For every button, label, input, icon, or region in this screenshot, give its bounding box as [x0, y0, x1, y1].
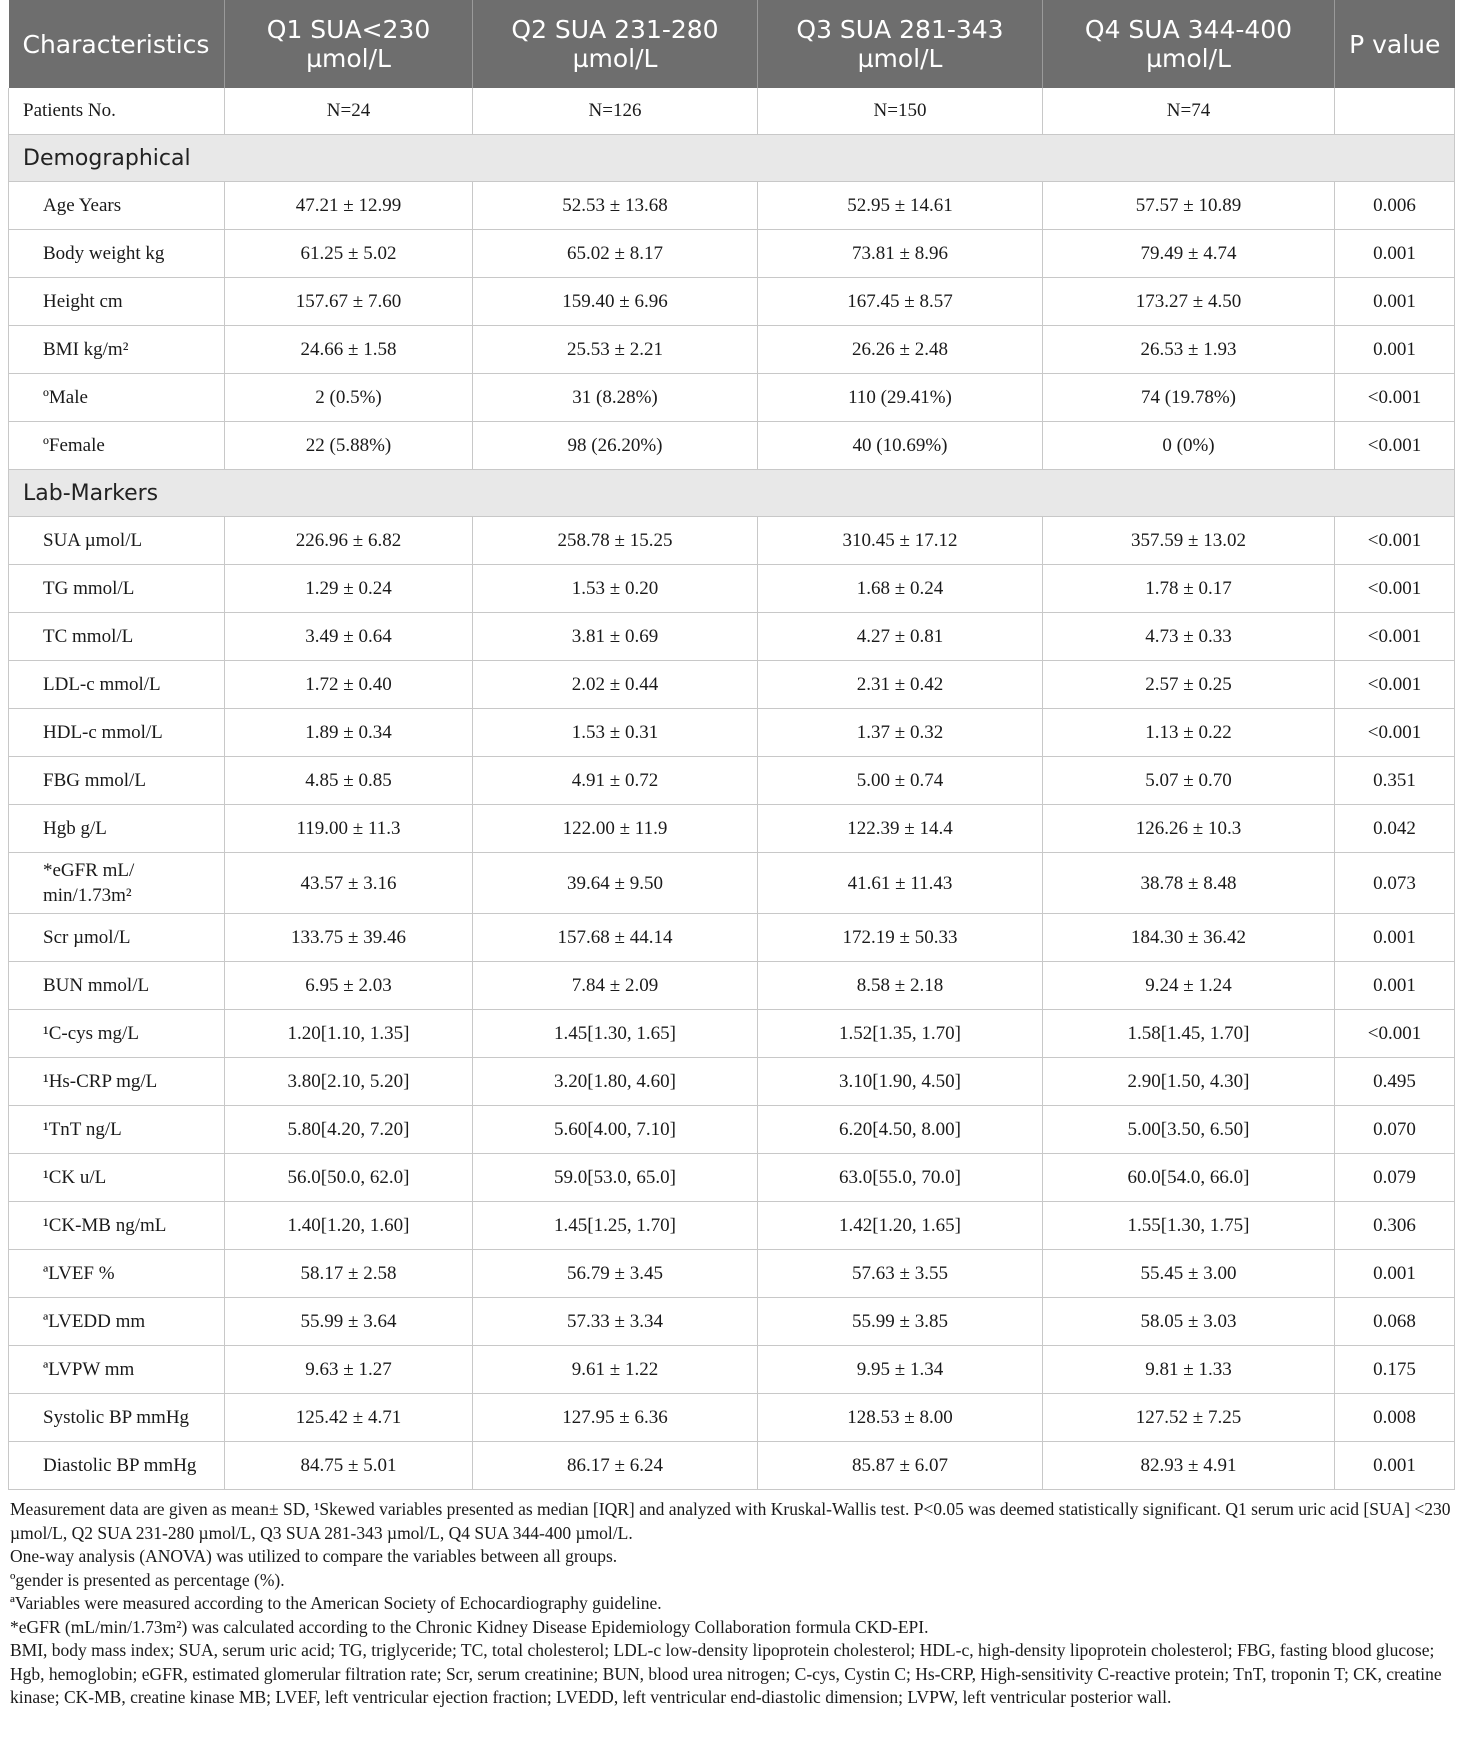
row-label: ºFemale	[9, 422, 225, 470]
cell-p-value: 0.175	[1335, 1346, 1455, 1394]
table-row	[9, 182, 1455, 230]
cell-q4: 60.0[54.0, 66.0]	[1043, 1154, 1335, 1202]
table-row	[9, 278, 1455, 326]
cell-q2: 258.78 ± 15.25	[473, 517, 758, 565]
cell-p-value: <0.001	[1335, 1010, 1455, 1058]
cell-q3: 167.45 ± 8.57	[758, 278, 1043, 326]
table-row	[9, 517, 1455, 565]
cell-q1: N=24	[225, 88, 473, 135]
cell-q1: 84.75 ± 5.01	[225, 1442, 473, 1490]
cell-p-value: <0.001	[1335, 661, 1455, 709]
cell-q3: N=150	[758, 88, 1043, 135]
cell-q3: 8.58 ± 2.18	[758, 962, 1043, 1010]
row-label: Diastolic BP mmHg	[9, 1442, 225, 1490]
cell-p-value: 0.001	[1335, 1442, 1455, 1490]
cell-p-value: 0.001	[1335, 1250, 1455, 1298]
row-label: Scr µmol/L	[9, 914, 225, 962]
cell-p-value: 0.001	[1335, 962, 1455, 1010]
cell-q4: 357.59 ± 13.02	[1043, 517, 1335, 565]
cell-q2: 31 (8.28%)	[473, 374, 758, 422]
section-row-lab-markers	[9, 470, 1455, 517]
cell-q3: 2.31 ± 0.42	[758, 661, 1043, 709]
cell-q1: 157.67 ± 7.60	[225, 278, 473, 326]
cell-p-value: 0.001	[1335, 326, 1455, 374]
cell-q1: 125.42 ± 4.71	[225, 1394, 473, 1442]
cell-q3: 1.52[1.35, 1.70]	[758, 1010, 1043, 1058]
row-label: FBG mmol/L	[9, 757, 225, 805]
table-container	[8, 0, 1454, 1710]
table-row	[9, 422, 1455, 470]
cell-q2: 39.64 ± 9.50	[473, 853, 758, 914]
cell-q3: 26.26 ± 2.48	[758, 326, 1043, 374]
cell-q3: 1.42[1.20, 1.65]	[758, 1202, 1043, 1250]
table-row	[9, 613, 1455, 661]
cell-q4: 0 (0%)	[1043, 422, 1335, 470]
table-row	[9, 1202, 1455, 1250]
cell-p-value: <0.001	[1335, 422, 1455, 470]
cell-q3: 4.27 ± 0.81	[758, 613, 1043, 661]
cell-q1: 43.57 ± 3.16	[225, 853, 473, 914]
cell-q2: 1.53 ± 0.20	[473, 565, 758, 613]
table-row	[9, 914, 1455, 962]
row-label: Age Years	[9, 182, 225, 230]
cell-p-value: 0.042	[1335, 805, 1455, 853]
cell-q2: 5.60[4.00, 7.10]	[473, 1106, 758, 1154]
cell-q3: 5.00 ± 0.74	[758, 757, 1043, 805]
cell-q2: 3.81 ± 0.69	[473, 613, 758, 661]
cell-q4: 74 (19.78%)	[1043, 374, 1335, 422]
table-row	[9, 1250, 1455, 1298]
cell-q4: 1.13 ± 0.22	[1043, 709, 1335, 757]
cell-q3: 110 (29.41%)	[758, 374, 1043, 422]
footnote: ºgender is presented as percentage (%).	[10, 1569, 285, 1590]
cell-q4: 5.07 ± 0.70	[1043, 757, 1335, 805]
cell-p-value: 0.068	[1335, 1298, 1455, 1346]
row-label: Hgb g/L	[9, 805, 225, 853]
cell-q3: 172.19 ± 50.33	[758, 914, 1043, 962]
cell-q2: N=126	[473, 88, 758, 135]
cell-q3: 3.10[1.90, 4.50]	[758, 1058, 1043, 1106]
cell-q4: 4.73 ± 0.33	[1043, 613, 1335, 661]
footnote: *eGFR (mL/min/1.73m²) was calculated according to the Chronic Kidney Disease Epidemiology Collaboration formula CKD-EPI.	[10, 1616, 929, 1637]
cell-q1: 24.66 ± 1.58	[225, 326, 473, 374]
cell-q2: 157.68 ± 44.14	[473, 914, 758, 962]
row-label: ¹Hs-CRP mg/L	[9, 1058, 225, 1106]
table-body	[9, 88, 1455, 1490]
cell-q2: 56.79 ± 3.45	[473, 1250, 758, 1298]
cell-q4: 26.53 ± 1.93	[1043, 326, 1335, 374]
table-row	[9, 1106, 1455, 1154]
cell-q3: 73.81 ± 8.96	[758, 230, 1043, 278]
cell-q3: 57.63 ± 3.55	[758, 1250, 1043, 1298]
cell-q3: 122.39 ± 14.4	[758, 805, 1043, 853]
cell-q4: 127.52 ± 7.25	[1043, 1394, 1335, 1442]
cell-q4: 2.90[1.50, 4.30]	[1043, 1058, 1335, 1106]
row-label: ªLVPW mm	[9, 1346, 225, 1394]
section-row-demographical	[9, 135, 1455, 182]
cell-q3: 310.45 ± 17.12	[758, 517, 1043, 565]
table-row	[9, 1154, 1455, 1202]
cell-p-value: 0.070	[1335, 1106, 1455, 1154]
cell-q2: 1.53 ± 0.31	[473, 709, 758, 757]
row-label: Systolic BP mmHg	[9, 1394, 225, 1442]
table-row	[9, 230, 1455, 278]
cell-q4: 57.57 ± 10.89	[1043, 182, 1335, 230]
cell-q1: 1.89 ± 0.34	[225, 709, 473, 757]
cell-q1: 56.0[50.0, 62.0]	[225, 1154, 473, 1202]
cell-q3: 85.87 ± 6.07	[758, 1442, 1043, 1490]
cell-q4: 9.24 ± 1.24	[1043, 962, 1335, 1010]
table-row	[9, 962, 1455, 1010]
footnote: Measurement data are given as mean± SD, ¹Skewed variables presented as median [IQR] and analyzed with Kruskal-Wallis test. P<0.05 was deemed statistically significant. Q1 serum uric acid [SUA] <230 µmol/L, Q2 SUA 231-280 µmol/L, Q3 SUA 281-343 µmol/L, Q4 SUA 344-400 µmol/L.	[10, 1499, 1451, 1543]
footnote: BMI, body mass index; SUA, serum uric acid; TG, triglyceride; TC, total cholesterol; LDL-c low-density lipoprotein cholesterol; HDL-c, high-density lipoprotein cholesterol; FBG, fasting blood glucose; Hgb, hemoglobin; eGFR, estimated glomerular filtration rate; Scr, serum creatinine; BUN, blood urea nitrogen; C-cys, Cystin C; Hs-CRP, High-sensitivity C-reactive protein; TnT, troponin T; CK, creatine kinase; CK-MB, creatine kinase MB; LVEF, left ventricular ejection fraction; LVEDD, left ventricular end-diastolic dimension; LVPW, left ventricular posterior wall.	[10, 1640, 1442, 1707]
cell-q1: 58.17 ± 2.58	[225, 1250, 473, 1298]
row-label: ªLVEDD mm	[9, 1298, 225, 1346]
cell-q2: 25.53 ± 2.21	[473, 326, 758, 374]
table-row	[9, 374, 1455, 422]
cell-q1: 226.96 ± 6.82	[225, 517, 473, 565]
cell-q1: 1.72 ± 0.40	[225, 661, 473, 709]
cell-p-value: 0.001	[1335, 230, 1455, 278]
header-p-value: P value	[1335, 0, 1455, 88]
row-label: ¹CK u/L	[9, 1154, 225, 1202]
cell-q1: 9.63 ± 1.27	[225, 1346, 473, 1394]
cell-p-value: 0.079	[1335, 1154, 1455, 1202]
cell-q4: 2.57 ± 0.25	[1043, 661, 1335, 709]
table-row	[9, 853, 1455, 914]
table-row	[9, 1346, 1455, 1394]
row-label: ¹TnT ng/L	[9, 1106, 225, 1154]
cell-q2: 3.20[1.80, 4.60]	[473, 1058, 758, 1106]
row-label: TG mmol/L	[9, 565, 225, 613]
header-q2: Q2 SUA 231-280 µmol/L	[473, 0, 758, 88]
row-label: ¹C-cys mg/L	[9, 1010, 225, 1058]
cell-p-value: <0.001	[1335, 709, 1455, 757]
cell-q1: 1.40[1.20, 1.60]	[225, 1202, 473, 1250]
cell-q2: 127.95 ± 6.36	[473, 1394, 758, 1442]
cell-q3: 41.61 ± 11.43	[758, 853, 1043, 914]
footnote: One-way analysis (ANOVA) was utilized to compare the variables between all groups.	[10, 1546, 618, 1566]
cell-q1: 133.75 ± 39.46	[225, 914, 473, 962]
cell-q1: 2 (0.5%)	[225, 374, 473, 422]
table-footnotes	[8, 1498, 1454, 1710]
cell-q1: 4.85 ± 0.85	[225, 757, 473, 805]
row-label: HDL-c mmol/L	[9, 709, 225, 757]
cell-q4: 1.55[1.30, 1.75]	[1043, 1202, 1335, 1250]
cell-q3: 1.37 ± 0.32	[758, 709, 1043, 757]
table-row	[9, 1394, 1455, 1442]
table-row	[9, 1010, 1455, 1058]
table-row	[9, 565, 1455, 613]
cell-q4: 5.00[3.50, 6.50]	[1043, 1106, 1335, 1154]
cell-q2: 122.00 ± 11.9	[473, 805, 758, 853]
cell-p-value: 0.001	[1335, 914, 1455, 962]
table-row	[9, 1298, 1455, 1346]
cell-q1: 1.29 ± 0.24	[225, 565, 473, 613]
cell-q3: 52.95 ± 14.61	[758, 182, 1043, 230]
cell-q4: 126.26 ± 10.3	[1043, 805, 1335, 853]
cell-q4: 79.49 ± 4.74	[1043, 230, 1335, 278]
cell-p-value: <0.001	[1335, 565, 1455, 613]
cell-p-value: 0.006	[1335, 182, 1455, 230]
cell-q1: 6.95 ± 2.03	[225, 962, 473, 1010]
header-row	[9, 0, 1455, 88]
cell-q2: 7.84 ± 2.09	[473, 962, 758, 1010]
table-row	[9, 757, 1455, 805]
patients-row	[9, 88, 1455, 135]
header-characteristics: Characteristics	[9, 0, 225, 88]
section-title: Demographical	[9, 135, 1455, 182]
cell-q2: 159.40 ± 6.96	[473, 278, 758, 326]
cell-q2: 52.53 ± 13.68	[473, 182, 758, 230]
cell-q1: 22 (5.88%)	[225, 422, 473, 470]
table-row	[9, 661, 1455, 709]
cell-q2: 4.91 ± 0.72	[473, 757, 758, 805]
cell-q4: 58.05 ± 3.03	[1043, 1298, 1335, 1346]
cell-q2: 1.45[1.30, 1.65]	[473, 1010, 758, 1058]
footnote: ªVariables were measured according to the American Society of Echocardiography guideline.	[10, 1593, 662, 1613]
cell-q3: 9.95 ± 1.34	[758, 1346, 1043, 1394]
row-label: BUN mmol/L	[9, 962, 225, 1010]
cell-q3: 63.0[55.0, 70.0]	[758, 1154, 1043, 1202]
header-q4: Q4 SUA 344-400 µmol/L	[1043, 0, 1335, 88]
header-q1: Q1 SUA<230 µmol/L	[225, 0, 473, 88]
cell-q2: 1.45[1.25, 1.70]	[473, 1202, 758, 1250]
cell-p-value: 0.073	[1335, 853, 1455, 914]
row-label: ªLVEF %	[9, 1250, 225, 1298]
cell-q4: N=74	[1043, 88, 1335, 135]
table-row	[9, 709, 1455, 757]
cell-q3: 1.68 ± 0.24	[758, 565, 1043, 613]
cell-p-value: <0.001	[1335, 517, 1455, 565]
cell-q4: 1.78 ± 0.17	[1043, 565, 1335, 613]
cell-p-value: 0.008	[1335, 1394, 1455, 1442]
cell-q4: 184.30 ± 36.42	[1043, 914, 1335, 962]
table-row	[9, 1058, 1455, 1106]
cell-p-value: <0.001	[1335, 374, 1455, 422]
cell-q1: 61.25 ± 5.02	[225, 230, 473, 278]
header-q3: Q3 SUA 281-343 µmol/L	[758, 0, 1043, 88]
section-title: Lab-Markers	[9, 470, 1455, 517]
row-label: LDL-c mmol/L	[9, 661, 225, 709]
row-label: *eGFR mL/ min/1.73m²	[9, 853, 225, 914]
cell-q1: 3.80[2.10, 5.20]	[225, 1058, 473, 1106]
cell-q4: 1.58[1.45, 1.70]	[1043, 1010, 1335, 1058]
cell-q1: 47.21 ± 12.99	[225, 182, 473, 230]
cell-q2: 2.02 ± 0.44	[473, 661, 758, 709]
row-label: ¹CK-MB ng/mL	[9, 1202, 225, 1250]
characteristics-table	[8, 0, 1455, 1490]
cell-q4: 55.45 ± 3.00	[1043, 1250, 1335, 1298]
cell-q1: 3.49 ± 0.64	[225, 613, 473, 661]
cell-q2: 59.0[53.0, 65.0]	[473, 1154, 758, 1202]
cell-q1: 1.20[1.10, 1.35]	[225, 1010, 473, 1058]
cell-q3: 6.20[4.50, 8.00]	[758, 1106, 1043, 1154]
table-row	[9, 1442, 1455, 1490]
cell-p-value: <0.001	[1335, 613, 1455, 661]
cell-q3: 40 (10.69%)	[758, 422, 1043, 470]
cell-p-value: 0.001	[1335, 278, 1455, 326]
cell-q2: 57.33 ± 3.34	[473, 1298, 758, 1346]
row-label: SUA µmol/L	[9, 517, 225, 565]
row-label: ºMale	[9, 374, 225, 422]
row-label: Body weight kg	[9, 230, 225, 278]
cell-q2: 9.61 ± 1.22	[473, 1346, 758, 1394]
cell-q1: 55.99 ± 3.64	[225, 1298, 473, 1346]
row-label: Patients No.	[9, 88, 225, 135]
row-label: Height cm	[9, 278, 225, 326]
cell-q4: 173.27 ± 4.50	[1043, 278, 1335, 326]
cell-q2: 98 (26.20%)	[473, 422, 758, 470]
cell-q4: 38.78 ± 8.48	[1043, 853, 1335, 914]
cell-q2: 65.02 ± 8.17	[473, 230, 758, 278]
cell-q3: 55.99 ± 3.85	[758, 1298, 1043, 1346]
row-label: TC mmol/L	[9, 613, 225, 661]
row-label: BMI kg/m²	[9, 326, 225, 374]
cell-p-value: 0.306	[1335, 1202, 1455, 1250]
cell-q2: 86.17 ± 6.24	[473, 1442, 758, 1490]
cell-q1: 5.80[4.20, 7.20]	[225, 1106, 473, 1154]
table-row	[9, 326, 1455, 374]
cell-q4: 82.93 ± 4.91	[1043, 1442, 1335, 1490]
cell-p-value: 0.495	[1335, 1058, 1455, 1106]
table-row	[9, 805, 1455, 853]
cell-p-value	[1335, 88, 1455, 135]
cell-q4: 9.81 ± 1.33	[1043, 1346, 1335, 1394]
cell-p-value: 0.351	[1335, 757, 1455, 805]
cell-q3: 128.53 ± 8.00	[758, 1394, 1043, 1442]
cell-q1: 119.00 ± 11.3	[225, 805, 473, 853]
